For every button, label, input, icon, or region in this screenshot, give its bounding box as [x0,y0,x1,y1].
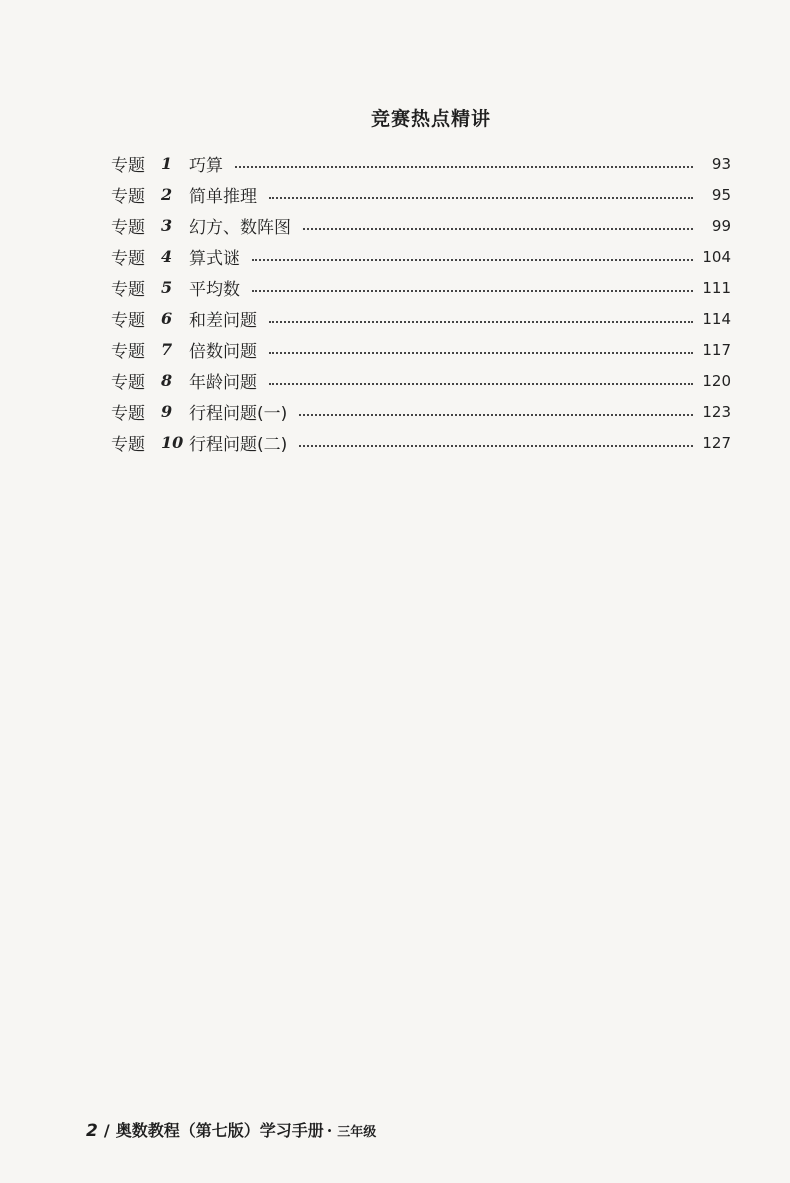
toc-entry-prefix: 专题 [111,249,145,269]
toc-entry-number: 9 [161,402,173,421]
toc-entry-page: 117 [702,340,731,359]
toc-entry-page: 111 [702,278,731,297]
toc-entry-number: 8 [161,371,173,390]
page-footer [86,1118,376,1141]
toc-entry-prefix: 专题 [111,404,145,424]
toc-entry[interactable] [111,241,731,272]
toc-entry-prefix: 专题 [111,187,145,207]
footer-dot: · [326,1121,333,1140]
toc-dot-leader [299,414,693,416]
footer-separator: / [103,1121,110,1140]
toc-dot-leader [269,321,693,323]
toc-entry[interactable] [111,179,731,210]
toc-entry-number: 7 [161,340,173,359]
toc-entry-prefix: 专题 [111,156,145,176]
toc-entry-prefix: 专题 [111,218,145,238]
toc-dot-leader [252,259,693,261]
toc-entry-page: 114 [702,309,731,328]
toc-entry-page: 93 [711,154,731,173]
toc-dot-leader [269,197,693,199]
table-of-contents [111,148,731,458]
toc-dot-leader [303,228,693,230]
toc-dot-leader [299,445,693,447]
toc-entry-prefix: 专题 [111,373,145,393]
footer-page-number: 2 [86,1121,98,1141]
toc-entry[interactable] [111,334,731,365]
toc-entry-page: 123 [702,402,731,421]
toc-entry-title: 倍数问题 [189,342,257,362]
toc-dot-leader [235,166,693,168]
toc-entry[interactable] [111,303,731,334]
toc-entry-title: 平均数 [189,280,240,300]
toc-entry-title: 算式谜 [189,249,240,269]
toc-entry-page: 104 [702,247,731,266]
toc-entry[interactable] [111,396,731,427]
toc-entry-title: 巧算 [189,156,223,176]
toc-entry-prefix: 专题 [111,280,145,300]
toc-entry-number: 6 [161,309,173,328]
toc-entry-number: 1 [161,154,173,173]
toc-entry-prefix: 专题 [111,435,145,455]
toc-dot-leader [252,290,693,292]
toc-entry-title: 行程问题(二) [189,435,288,455]
toc-entry-title: 幻方、数阵图 [189,218,291,238]
toc-entry-number: 4 [161,247,173,266]
toc-entry-title: 行程问题(一) [189,404,288,424]
toc-entry[interactable] [111,148,731,179]
footer-grade: 三年级 [337,1125,377,1140]
toc-entry-number: 10 [161,433,184,452]
toc-dot-leader [269,352,693,354]
toc-entry-title: 简单推理 [189,187,257,207]
footer-book-title: 奥数教程（第七版）学习手册 [115,1121,324,1140]
toc-entry[interactable] [111,272,731,303]
toc-entry-number: 5 [161,278,173,297]
toc-entry-number: 3 [161,216,173,235]
toc-entry-page: 120 [702,371,731,390]
toc-entry[interactable] [111,365,731,396]
toc-dot-leader [269,383,693,385]
toc-entry-title: 和差问题 [189,311,257,331]
toc-entry-title: 年龄问题 [189,373,257,393]
toc-entry-prefix: 专题 [111,311,145,331]
toc-entry-prefix: 专题 [111,342,145,362]
toc-entry-page: 95 [711,185,731,204]
section-title: 竞赛热点精讲 [370,108,491,130]
toc-entry-page: 99 [711,216,731,235]
toc-entry[interactable] [111,427,731,458]
toc-entry-page: 127 [702,433,731,452]
toc-entry[interactable] [111,210,731,241]
toc-entry-number: 2 [161,185,173,204]
